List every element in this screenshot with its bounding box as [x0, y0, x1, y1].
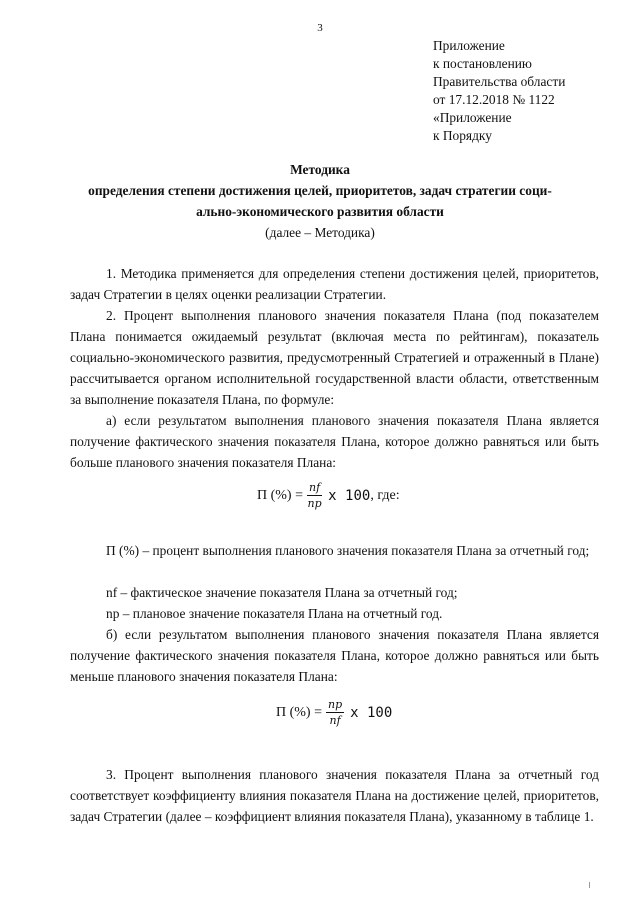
annex-header: [433, 37, 565, 145]
formula-numerator: np: [328, 698, 343, 711]
paragraph-2b: б) если результатом выполнения планового значения показателя Плана является получение фактического значения показателя Плана, которое должно равняться или быть меньше планового значения показателя Плана:: [70, 627, 599, 684]
formula-denominator: nf: [329, 714, 341, 727]
paragraph-3: 3. Процент выполнения планового значения показателя Плана за отчетный год соответствует коэффициенту влияния показателя Плана на достижение целей, приоритетов, задач Стратегии (далее – коэффициент влияния показателя Плана), указанному в таблице 1.: [70, 767, 599, 824]
formula-fraction: [326, 698, 344, 727]
paragraph-2a: а) если результатом выполнения планового значения показателя Плана является получение фактического значения показателя Плана, которое должно равняться или быть больше планового значения показателя Плана:: [70, 413, 599, 470]
formula-2: [276, 698, 392, 727]
page-number: 3: [317, 22, 323, 34]
annex-line: от 17.12.2018 № 1122: [433, 92, 555, 107]
formula-multiplier: x 100: [328, 487, 371, 504]
document-title: Методика: [290, 162, 350, 177]
definition-nf: nf – фактическое значение показателя Плана за отчетный год;: [106, 585, 458, 600]
annex-line: Приложение: [433, 38, 505, 53]
formula-lhs: П (%) =: [276, 704, 322, 720]
document-subtitle-line: ально-экономического развития области: [196, 204, 444, 219]
definition-np: np – плановое значение показателя Плана на отчетный год.: [106, 606, 443, 621]
formula-denominator: np: [307, 497, 322, 510]
formula-multiplier: x 100: [350, 704, 393, 721]
annex-line: Правительства области: [433, 74, 566, 89]
formula-lhs: П (%) =: [257, 487, 303, 503]
formula-suffix: , где:: [370, 487, 400, 503]
formula-1: [257, 481, 400, 510]
definition-percent: П (%) – процент выполнения планового значения показателя Плана за отчетный год;: [106, 543, 590, 558]
scan-mark: [589, 882, 590, 888]
paragraph-2: 2. Процент выполнения планового значения показателя Плана (под показателем Плана понимается ожидаемый результат (включая места по рейтингам), показатель социально-экономического развития, предусмотренный Стратегией и отраженный в Плане) рассчитывается органом исполнительной государственной власти области, ответственным за выполнение показателя Плана, по формуле:: [70, 308, 599, 407]
formula-fraction: [307, 481, 322, 510]
formula-numerator: nf: [309, 481, 321, 494]
annex-line: к Порядку: [433, 128, 492, 143]
paragraph-1: 1. Методика применяется для определения степени достижения целей, приоритетов, задач Стратегии в целях оценки реализации Стратегии.: [70, 266, 599, 302]
annex-line: к постановлению: [433, 56, 532, 71]
document-subtitle-line: определения степени достижения целей, приоритетов, задач стратегии соци-: [88, 183, 552, 198]
annex-line: «Приложение: [433, 110, 512, 125]
document-subtitle-note: (далее – Методика): [265, 225, 375, 240]
